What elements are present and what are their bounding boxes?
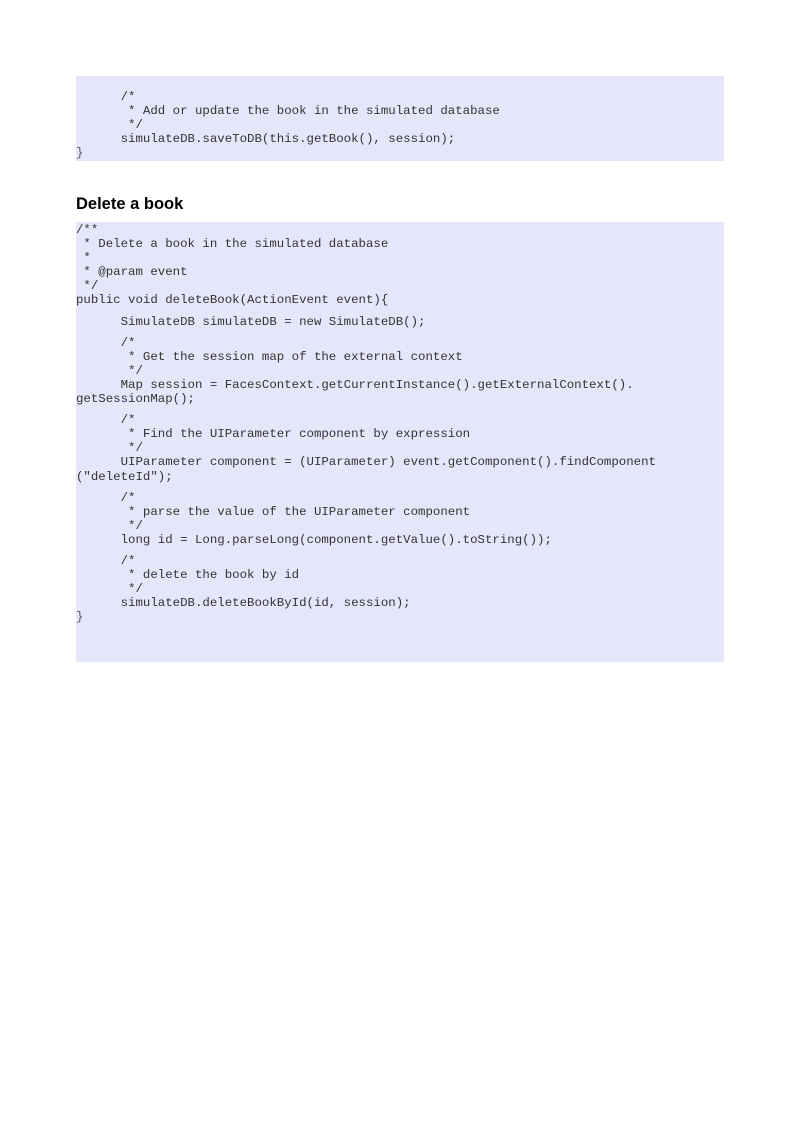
code-line: public void deleteBook(ActionEvent event){ [76,293,389,308]
code-line: */ [76,582,143,597]
code-line: getSessionMap(); [76,392,195,407]
code-line: * parse the value of the UIParameter component [76,504,471,519]
code-line-closing-brace: } [76,610,84,625]
code-line-blank [76,484,724,491]
code-line: * [76,251,91,266]
code-line: /** [76,223,99,237]
code-line: */ [76,279,99,294]
code-line-blank [76,406,724,413]
code-line: ("deleteId"); [76,469,173,484]
code-listing-save-book [76,76,724,160]
code-line: /* [76,90,136,104]
code-listing-delete-book [76,222,724,624]
code-line-blank [76,329,724,336]
code-line: * delete the book by id [76,568,300,583]
code-line-blank [76,547,724,554]
code-line: */ [76,363,143,378]
code-line: */ [76,118,143,133]
code-line: UIParameter component = (UIParameter) event.getComponent().findComponent [76,455,656,470]
code-line-closing-brace: } [76,146,84,161]
code-line: Map session = FacesContext.getCurrentInstance().getExternalContext(). [76,377,634,392]
code-line: simulateDB.deleteBookById(id, session); [76,596,411,611]
code-line: /* [76,490,136,505]
code-line: */ [76,518,143,533]
code-line: simulateDB.saveToDB(this.getBook(), session); [76,132,456,147]
code-line: /* [76,413,136,428]
code-line: */ [76,441,143,456]
code-line-blank [76,308,724,315]
code-line: /* [76,553,136,568]
code-line: * Delete a book in the simulated database [76,237,389,252]
code-line: long id = Long.parseLong(component.getValue().toString()); [76,532,552,547]
code-block-save-book [76,76,724,161]
code-line: * Get the session map of the external context [76,349,463,364]
code-line: /* [76,335,136,350]
code-block-delete-book [76,222,724,662]
code-line: * Add or update the book in the simulated database [76,104,500,119]
code-line: * @param event [76,265,188,280]
code-line: * Find the UIParameter component by expression [76,427,471,442]
section-heading-delete-book: Delete a book [76,195,184,213]
code-line: SimulateDB simulateDB = new SimulateDB(); [76,314,426,329]
